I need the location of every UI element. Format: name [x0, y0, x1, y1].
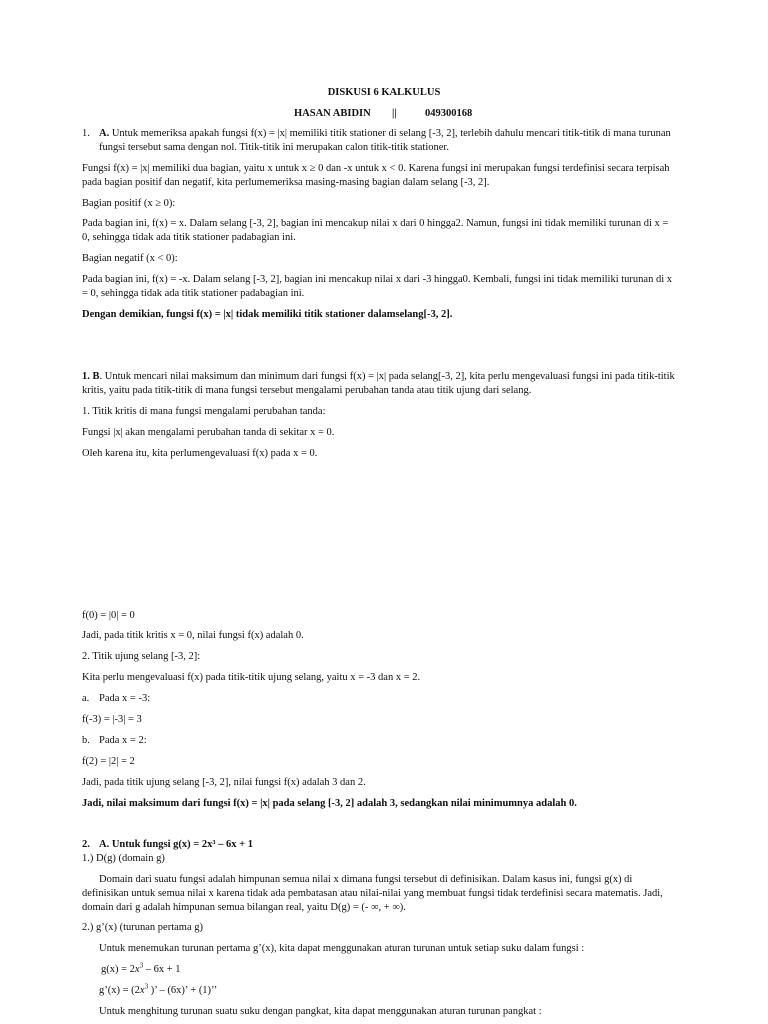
paragraph-text: Oleh karena itu, kita perlumengevaluasi f(x) pada x = 0. — [82, 448, 318, 459]
equation-variable: x — [134, 964, 140, 975]
section-1a-label: A. — [99, 128, 110, 139]
paragraph-text: domain dari g adalah himpunan semua bilangan real, yaitu D(g) = (- ∞, + ∞). — [82, 902, 406, 913]
section-1a-line-2: fungsi tersebut sama dengan nol. Titik-titik ini merupakan calon titik-titik stationer. — [99, 142, 449, 153]
paragraph-text: pada bagian positif dan negatif, kita perlumemeriksa masing-masing bagian dalam selang [-3, 2]. — [82, 177, 490, 188]
section-1b-label: 1. B — [82, 371, 100, 382]
subheading-negative: Bagian negatif (x < 0): — [82, 253, 178, 264]
section-1a-intro — [99, 127, 671, 141]
paragraph-text: Domain dari suatu fungsi adalah himpunan semua nilai x dimana fungsi tersebut di definisikan. Dalam kasus ini, fungsi g(x) di — [99, 874, 633, 885]
equation-exponent: 3 — [144, 982, 149, 991]
equation-line: f(0) = |0| = 0 — [82, 610, 135, 621]
list-marker-b: b. — [82, 735, 90, 746]
section-1b-intro — [82, 370, 675, 384]
list-item-a: Pada x = -3: — [99, 693, 151, 704]
list-marker-a: a. — [82, 693, 90, 704]
student-id: 049300168 — [425, 108, 473, 119]
paragraph-text: = 0, sehingga tidak ada titik stationer padabagian ini. — [82, 288, 305, 299]
document-title: DISKUSI 6 KALKULUS — [327, 87, 441, 98]
paragraph-text: 1. Titik kritis di mana fungsi mengalami perubahan tanda: — [82, 406, 326, 417]
equation-part: g(x) = 2 — [101, 964, 135, 975]
paragraph-text: Untuk menemukan turunan pertama g’(x), kita dapat menggunakan aturan turunan untuk setiap suku dalam fungsi : — [99, 943, 585, 954]
equation-exponent: 3 — [139, 961, 144, 970]
author-name: HASAN ABIDIN — [294, 108, 371, 119]
equation-part: )’ – (6x)’ + (1)’’ — [148, 985, 218, 996]
paragraph-text: 2. Titik ujung selang [-3, 2]: — [82, 651, 201, 662]
section-1a-number: 1. — [82, 128, 90, 139]
paragraph-text: Jadi, pada titik kritis x = 0, nilai fungsi f(x) adalah 0. — [82, 630, 304, 641]
section-1b-line-1: . Untuk mencari nilai maksimum dan minimum dari fungsi f(x) = |x| pada selang[-3, 2], kita perlu mengevaluasi fungsi ini pada titik-titik — [99, 371, 675, 382]
equation-g-derivative — [99, 984, 217, 998]
equation-line: f(2) = |2| = 2 — [82, 756, 135, 767]
section-2-heading: A. Untuk fungsi g(x) = 2x³ – 6x + 1 — [99, 839, 253, 850]
paragraph-text: Kita perlu mengevaluasi f(x) pada titik-titik ujung selang, yaitu x = -3 dan x = 2. — [82, 672, 421, 683]
subsection-domain-heading: 1.) D(g) (domain g) — [82, 853, 165, 864]
list-item-b: Pada x = 2: — [99, 735, 147, 746]
paragraph-text: Pada bagian ini, f(x) = -x. Dalam selang [-3, 2], bagian ini mencakup nilai x dari -3 hingga0. Kembali, fungsi ini tidak memiliki turunan di x — [82, 274, 672, 285]
paragraph-text: 0, sehingga tidak ada titik stationer padabagian ini. — [82, 232, 296, 243]
paragraph-text: Pada bagian ini, f(x) = x. Dalam selang [-3, 2], bagian ini mencakup nilai x dari 0 hingga2. Namun, fungsi ini tidak memiliki turunan di x = — [82, 218, 669, 229]
paragraph-text: kritis, yaitu pada titik-titik di mana fungsi tersebut mengalami perubahan tanda atau titik ujung dari selang. — [82, 385, 532, 396]
subheading-positive: Bagian positif (x ≥ 0): — [82, 198, 176, 209]
paragraph-text: Jadi, pada titik ujung selang [-3, 2], nilai fungsi f(x) adalah 3 dan 2. — [82, 777, 366, 788]
equation-g — [101, 963, 181, 977]
paragraph-text: Untuk menghitung turunan suatu suku dengan pangkat, kita dapat menggunakan aturan turunan pangkat : — [99, 1006, 542, 1017]
equation-part: – 6x + 1 — [143, 964, 181, 975]
section-1a-conclusion: Dengan demikian, fungsi f(x) = |x| tidak memiliki titik stationer dalamselang[-3, 2]. — [82, 309, 453, 320]
section-2-number: 2. — [82, 839, 90, 850]
equation-variable: x — [139, 985, 145, 996]
equation-part: g’(x) = (2 — [99, 985, 140, 996]
paragraph-text: Fungsi |x| akan mengalami perubahan tanda di sekitar x = 0. — [82, 427, 335, 438]
subsection-derivative-heading: 2.) g’(x) (turunan pertama g) — [82, 922, 203, 933]
section-1b-conclusion: Jadi, nilai maksimum dari fungsi f(x) = |x| pada selang [-3, 2] adalah 3, sedangkan nilai minimumnya adalah 0. — [82, 798, 577, 809]
paragraph-text: definisikan untuk semua nilai x karena tidak ada pembatasan atau nilai-nilai yang membuat fungsi tidak terdefinisi secara matematis. Jadi, — [82, 888, 663, 899]
section-1a-line-1: Untuk memeriksa apakah fungsi f(x) = |x| memiliki titik stationer di selang [-3, 2], terlebih dahulu mencari titik-titik di mana turunan — [109, 128, 671, 139]
paragraph-text: Fungsi f(x) = |x| memiliki dua bagian, yaitu x untuk x ≥ 0 dan -x untuk x < 0. Karena fungsi ini merupakan fungsi terdefinisi secara terpisah — [82, 163, 670, 174]
equation-line: f(-3) = |-3| = 3 — [82, 714, 142, 725]
header-separator: || — [392, 108, 397, 119]
